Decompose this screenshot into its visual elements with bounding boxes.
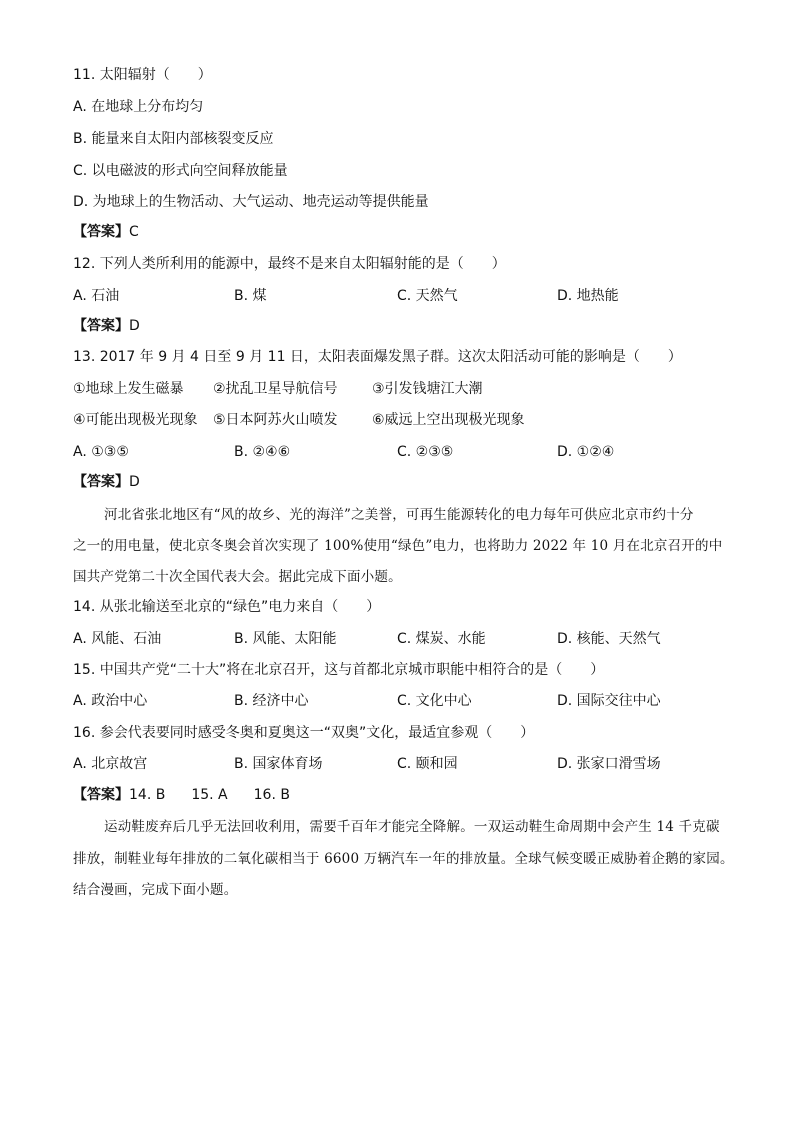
q11-option-b: B. 能量来自太阳内部核裂变反应 [73, 131, 274, 147]
q13-item-6: ⑥威远上空出现极光现象 [372, 412, 525, 428]
q16-option-d: D. 张家口滑雪场 [557, 756, 661, 772]
q11-option-a: A. 在地球上分布均匀 [73, 99, 204, 115]
answer-16: 16. B [253, 787, 290, 803]
q15-option-c: C. 文化中心 [397, 693, 472, 709]
q11-option-d: D. 为地球上的生物活动、大气运动、地壳运动等提供能量 [73, 194, 429, 210]
q15-stem: 15. 中国共产党“二十大”将在北京召开，这与首都北京城市职能中相符合的是（ ） [73, 662, 605, 678]
q14-stem: 14. 从张北输送至北京的“绿色”电力来自（ ） [73, 599, 381, 615]
q13-item-5: ⑤日本阿苏火山喷发 [213, 412, 338, 428]
q13-item-2: ②扰乱卫星导航信号 [213, 381, 338, 397]
q13-option-c: C. ②③⑤ [397, 444, 454, 460]
answer-tag: 【答案】 [73, 318, 129, 334]
q13-option-b: B. ②④⑥ [234, 444, 291, 460]
q16-option-b: B. 国家体育场 [234, 756, 323, 772]
passage2-line2: 排放，制鞋业每年排放的二氧化碳相当于 6600 万辆汽车一年的排放量。全球气候变暖正威胁着企鹅的家园。 [73, 851, 734, 867]
q13-stem: 13. 2017 年 9 月 4 日至 9 月 11 日，太阳表面爆发黑子群。这次太阳活动可能的影响是（ ） [73, 349, 682, 365]
answer-tag: 【答案】 [73, 474, 129, 490]
passage2-line1: 运动鞋废弃后几乎无法回收利用，需要千百年才能完全降解。一双运动鞋生命周期中会产生 14 千克碳 [104, 819, 720, 835]
answer-tag: 【答案】 [73, 224, 129, 240]
passage2-line3: 结合漫画，完成下面小题。 [73, 882, 238, 898]
q14-option-b: B. 风能、太阳能 [234, 631, 337, 647]
passage1-line2: 之一的用电量，使北京冬奥会首次实现了 100%使用“绿色”电力，也将助力 2022 年 10 月在北京召开的中 [73, 538, 723, 554]
q12-option-a: A. 石油 [73, 288, 120, 304]
answer-15: 15. A [191, 787, 228, 803]
q13-item-3: ③引发钱塘江大潮 [372, 381, 483, 397]
q16-stem: 16. 参会代表要同时感受冬奥和夏奥这一“双奥”文化，最适宜参观（ ） [73, 725, 535, 741]
q15-option-b: B. 经济中心 [234, 693, 309, 709]
answer-value: D [129, 318, 140, 334]
q13-option-a: A. ①③⑤ [73, 444, 129, 460]
answer-value: D [129, 474, 140, 490]
q12-option-c: C. 天然气 [397, 288, 458, 304]
q13-item-4: ④可能出现极光现象 [73, 412, 198, 428]
answer-14: 14. B [129, 787, 166, 803]
q16-option-c: C. 颐和园 [397, 756, 458, 772]
q13-option-d: D. ①②④ [557, 444, 615, 460]
q15-option-d: D. 国际交往中心 [557, 693, 661, 709]
q12-option-d: D. 地热能 [557, 288, 619, 304]
q14-option-d: D. 核能、天然气 [557, 631, 661, 647]
q11-answer [73, 223, 139, 241]
q14-option-c: C. 煤炭、水能 [397, 631, 486, 647]
q11-stem: 11. 太阳辐射（ ） [73, 67, 212, 83]
q12-answer [73, 317, 140, 335]
passage1-line3: 国共产党第二十次全国代表大会。据此完成下面小题。 [73, 569, 402, 585]
q14-16-answers [73, 786, 290, 804]
q13-item-1: ①地球上发生磁暴 [73, 381, 184, 397]
q14-option-a: A. 风能、石油 [73, 631, 162, 647]
q15-option-a: A. 政治中心 [73, 693, 148, 709]
q13-answer [73, 473, 140, 491]
q12-stem: 12. 下列人类所利用的能源中，最终不是来自太阳辐射能的是（ ） [73, 256, 506, 272]
answer-tag: 【答案】 [73, 787, 129, 803]
passage1-line1: 河北省张北地区有“风的故乡、光的海洋”之美誉，可再生能源转化的电力每年可供应北京市约十分 [104, 507, 694, 523]
q11-option-c: C. 以电磁波的形式向空间释放能量 [73, 163, 288, 179]
answer-value: C [129, 224, 139, 240]
q12-option-b: B. 煤 [234, 288, 267, 304]
q16-option-a: A. 北京故宫 [73, 756, 148, 772]
